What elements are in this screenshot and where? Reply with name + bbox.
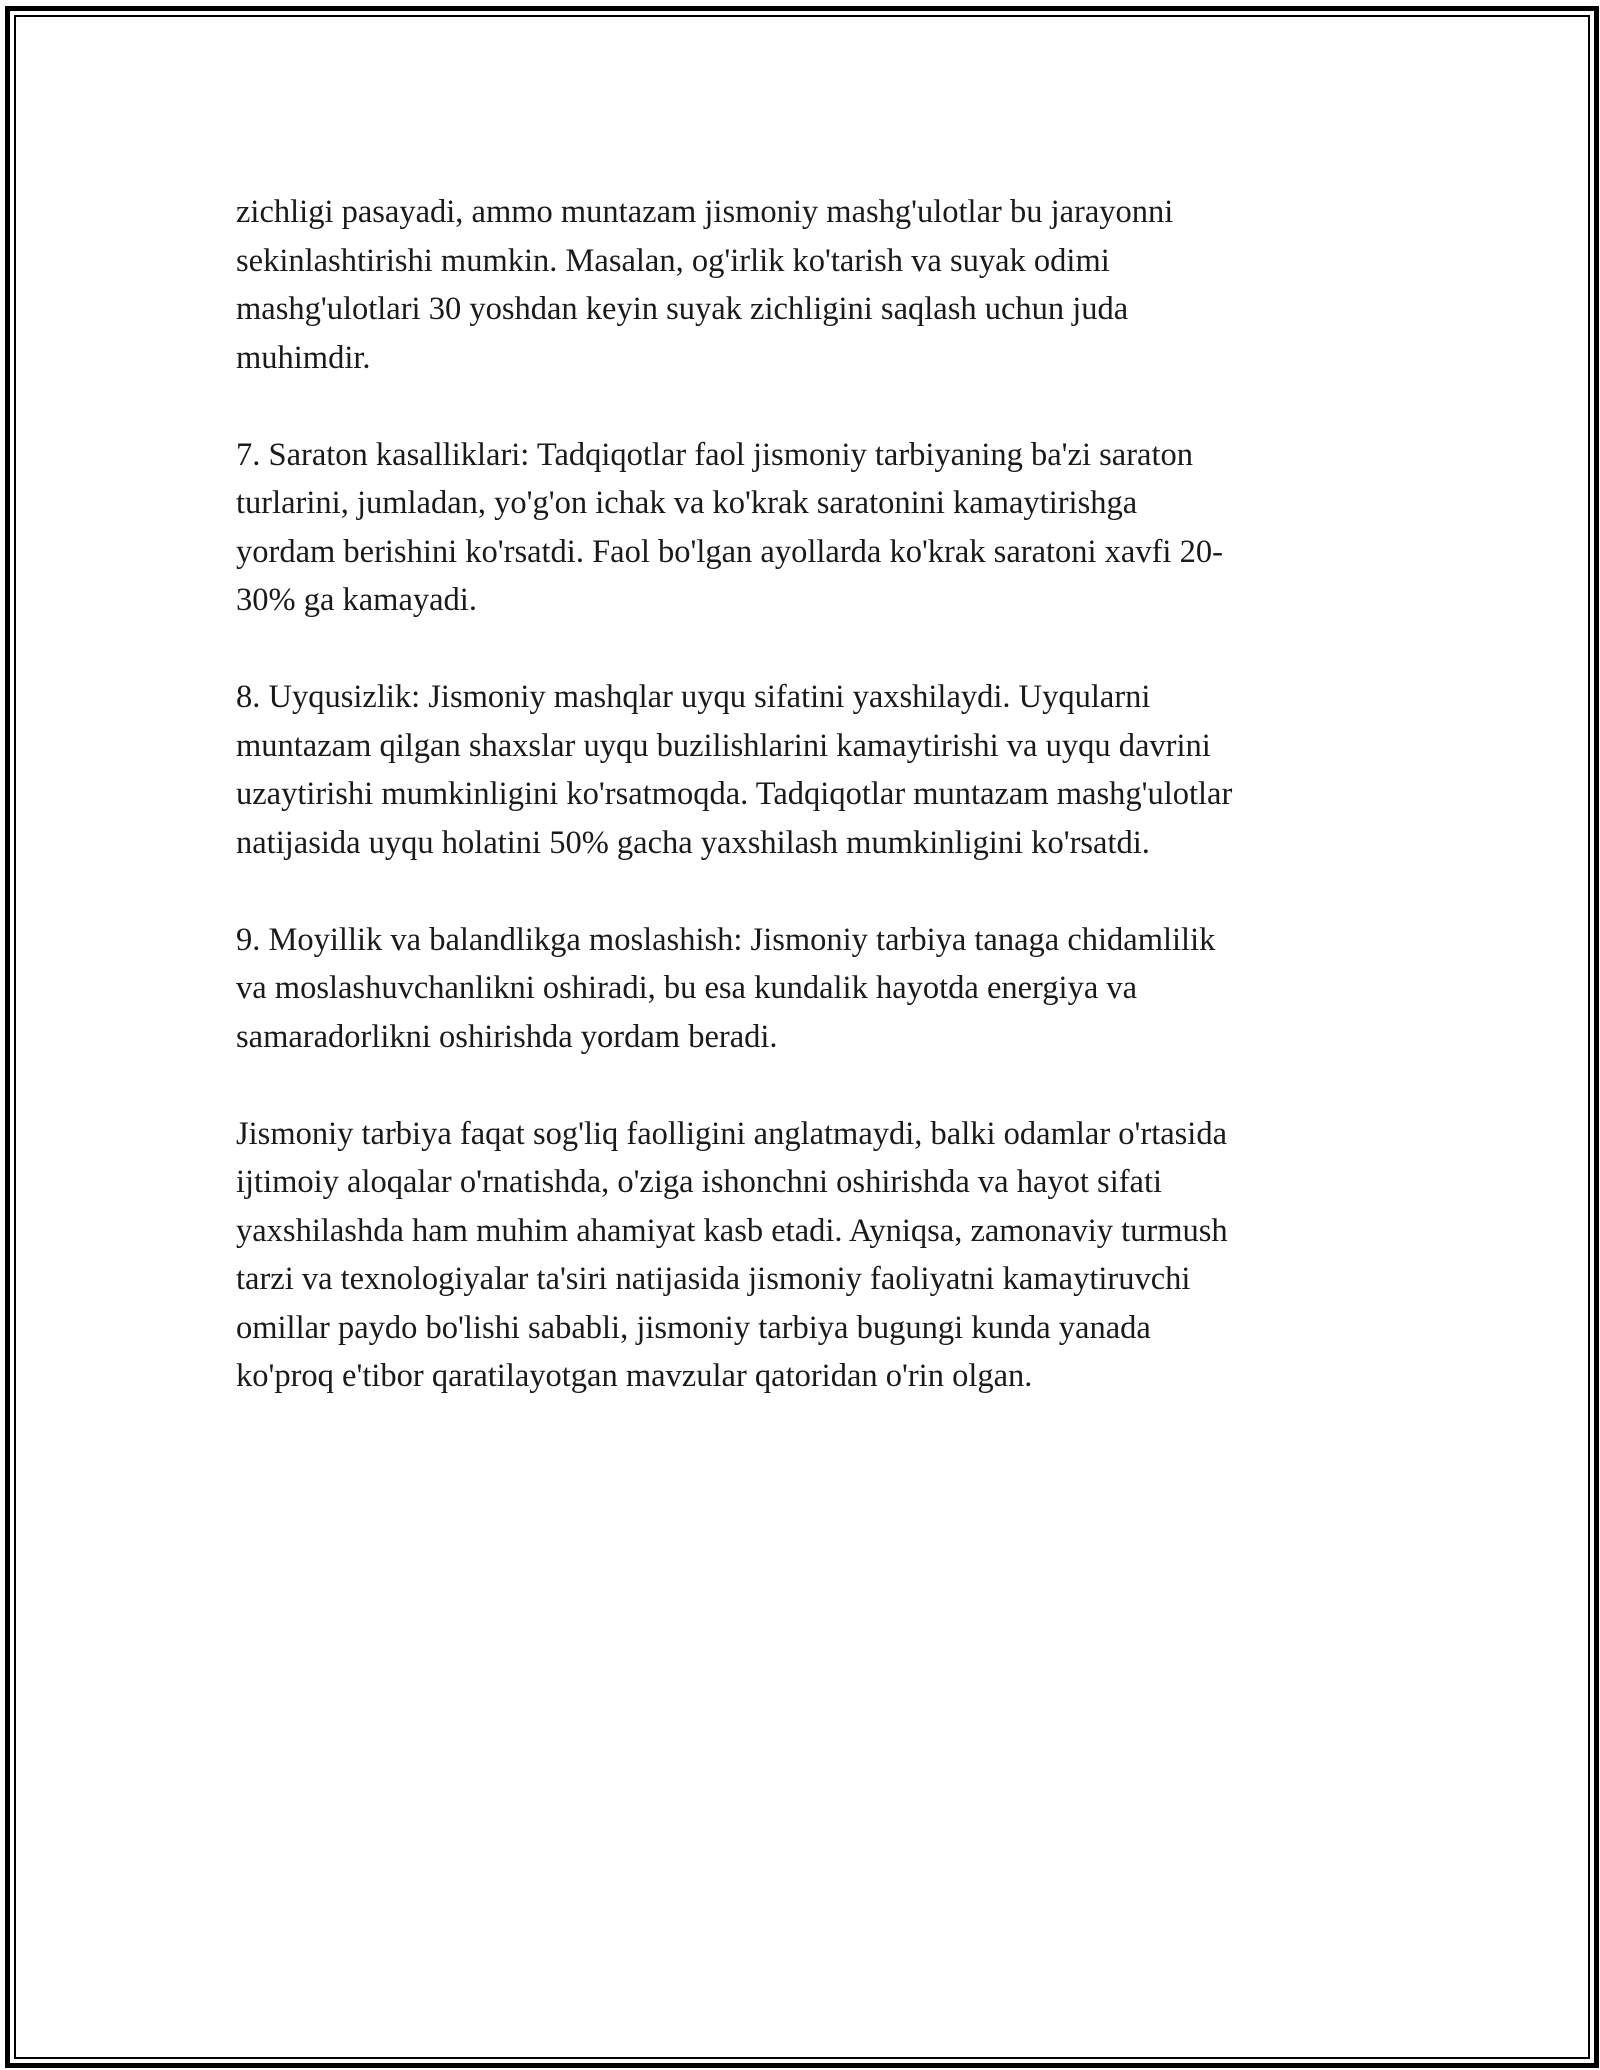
document-body: [236, 188, 1376, 1449]
paragraph-cancer: 7. Saraton kasalliklari: Tadqiqotlar faol jismoniy tarbiyaning ba'zi saraton turlarini, jumladan, yo'g'on ichak va ko'krak saratonini kamaytirishga yordam berishini ko'rsatdi. Faol bo'lgan ayollarda ko'krak saratoni xavfi 20- 30% ga kamayadi.: [236, 436, 1223, 618]
paragraph-bone-density: zichligi pasayadi, ammo muntazam jismoniy mashg'ulotlar bu jarayonni sekinlashtirishi mumkin. Masalan, og'irlik ko'tarish va suyak odimi mashg'ulotlari 30 yoshdan keyin suyak zichligini saqlash uchun juda muhimdir.: [236, 194, 1174, 376]
paragraph-insomnia: 8. Uyqusizlik: Jismoniy mashqlar uyqu sifatini yaxshilaydi. Uyqularni muntazam qilgan shaxslar uyqu buzilishlarini kamaytirishi va uyqu davrini uzaytirishi mumkinligini ko'rsatmoqda. Tadqiqotlar muntazam mashg'ulotlar natijasida uyqu holatini 50% gacha yaxshilash mumkinligini ko'rsatdi.: [236, 679, 1233, 861]
paragraph-conclusion: Jismoniy tarbiya faqat sog'liq faolligini anglatmaydi, balki odamlar o'rtasida ijtimoiy aloqalar o'rnatishda, o'ziga ishonchni oshirishda va hayot sifati yaxshilashda ham muhim ahamiyat kasb etadi. Ayniqsa, zamonaviy turmush tarzi va texnologiyalar ta'siri natijasida jismoniy faoliyatni kamaytiruvchi omillar paydo bo'lishi sababli, jismoniy tarbiya bugungi kunda yanada ko'proq e'tibor qaratilayotgan mavzular qatoridan o'rin olgan.: [236, 1115, 1228, 1394]
paragraph-adaptation: 9. Moyillik va balandlikga moslashish: Jismoniy tarbiya tanaga chidamlilik va moslashuvchanlikni oshiradi, bu esa kundalik hayotda energiya va samaradorlikni oshirishda yordam beradi.: [236, 921, 1216, 1055]
